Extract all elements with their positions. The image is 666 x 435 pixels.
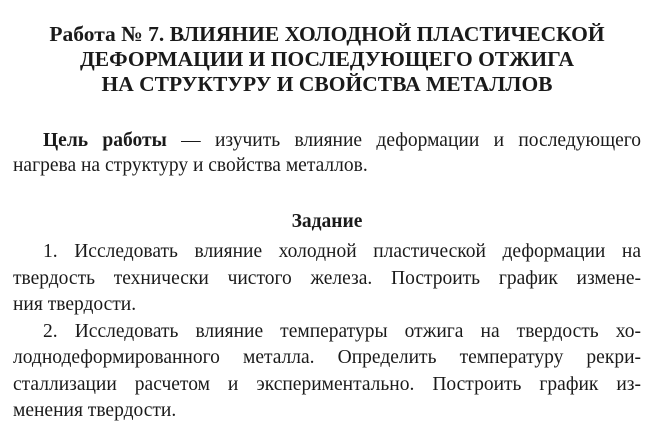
title-line: Работа № 7. ВЛИЯНИЕ ХОЛОДНОЙ ПЛАСТИЧЕСКОЙ — [49, 22, 605, 46]
assignment-item-1 — [13, 239, 641, 319]
goal-text: — изучить влияние деформации и последующего — [166, 130, 641, 151]
title-line: НА СТРУКТУРУ И СВОЙСТВА МЕТАЛЛОВ — [101, 72, 553, 96]
assignment-list — [13, 239, 641, 425]
document-page — [13, 22, 641, 425]
task-line: 2. Исследовать влияние температуры отжига на твердость хо- — [43, 320, 641, 342]
assignment-heading: Задание — [291, 211, 363, 232]
goal-label: Цель работы — [43, 130, 167, 151]
work-title — [13, 22, 641, 97]
title-line: ДЕФОРМАЦИИ И ПОСЛЕДУЮЩЕГО ОТЖИГА — [80, 47, 574, 71]
goal-paragraph — [13, 128, 641, 178]
assignment-item-2 — [13, 319, 641, 425]
goal-line: нагрева на структуру и свойства металлов. — [13, 155, 368, 176]
goal-line — [13, 128, 641, 153]
task-line: лоднодеформированного металла. Определить температуру рекри- — [13, 347, 641, 368]
task-line: 1. Исследовать влияние холодной пластической деформации на — [43, 241, 641, 262]
task-line: сталлизации расчетом и экспериментально. Построить график из- — [13, 373, 641, 395]
task-line: твердость технически чистого железа. Построить график измене- — [13, 267, 641, 289]
task-line: ния твердости. — [13, 294, 137, 315]
task-line: менения твердости. — [13, 400, 177, 421]
